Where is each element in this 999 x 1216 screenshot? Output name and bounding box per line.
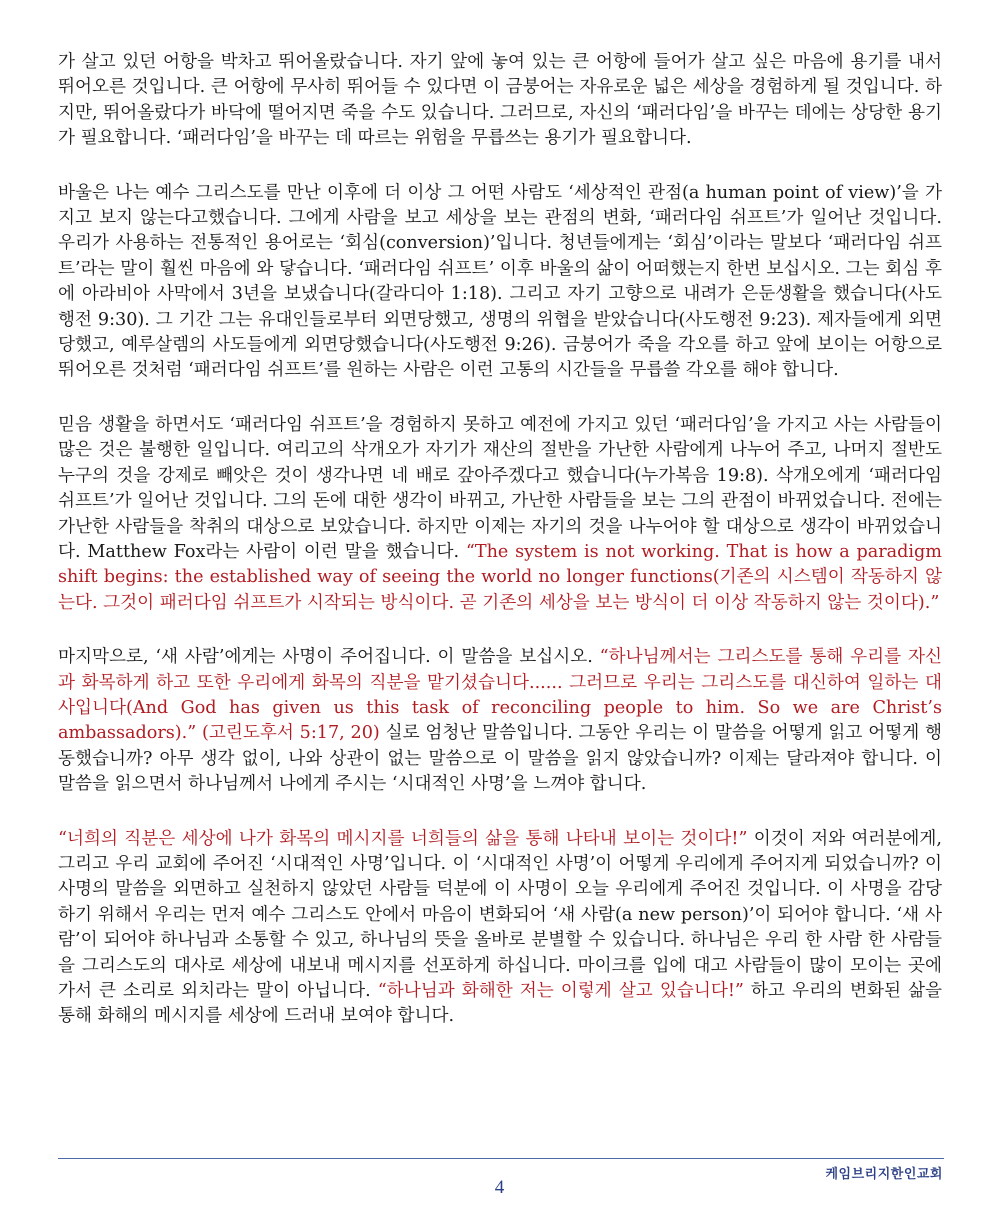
paragraph-5 (58, 827, 942, 1030)
paragraph-5-text: 이것이 저와 여러분에게, 그리고 우리 교회에 주어진 ‘시대적인 사명’입니다. 이 ‘시대적인 사명’이 어떻게 우리에게 주어지게 되었습니까? 이 사명의 말씀을 외면하고 실천하지 않았던 사람들 덕분에 이 사명이 오늘 우리에게 주어진 것입니다. 이 사명을 감당하기 위해서 우리는 먼저 예수 그리스도 안에서 마음이 변화되어 ‘새 사람(a new person)’이 되어야 합니다. ‘새 사람’이 되어야 하나님과 소통할 수 있고, 하나님의 뜻을 올바로 분별할 수 있습니다. 하나님은 우리 한 사람 한 사람들을 그리스도의 대사로 세상에 내보내 메시지를 선포하게 하십니다. 마이크를 입에 대고 사람들이 많이 모이는 곳에 가서 큰 소리로 외치라는 말이 아닙니다. (58, 828, 943, 1001)
paragraph-5-ending: 하고 우리의 변화된 삶을 통해 화해의 메시지를 세상에 드러내 보여야 합니다. (58, 981, 942, 1027)
paragraph-2-text: 바울은 나는 예수 그리스도를 만난 이후에 더 이상 그 어떤 사람도 ‘세상적인 관점(a human point of view)’을 가지고 보지 않는다고했습니다. 그에게 사람을 보고 세상을 보는 관점의 변화, ‘패러다임 쉬프트’가 일어난 것입니다. 우리가 사용하는 전통적인 용어로는 ‘회심(conversion)’입니다. 청년들에게는 ‘회심’이라는 말보다 ‘패러다임 쉬프트’라는 말이 훨씬 마음에 와 닿습니다. ‘패러다임 쉬프트’ 이후 바울의 삶이 어떠했는지 한번 보십시오. 그는 회심 후에 아라비아 사막에서 3년을 보냈습니다(갈라디아 1:18). 그리고 자기 고향으로 내려가 은둔생활을 했습니다(사도행전 9:30). 그 기간 그는 유대인들로부터 외면당했고, 생명의 위협을 받았습니다(사도행전 9:23). 제자들에게 외면당했고, 예루살렘의 사도들에게 외면당했습니다(사도행전 9:26). 금붕어가 죽을 각오를 하고 앞에 보이는 어항으로 뛰어오른 것처럼 ‘패러다임 쉬프트’를 원하는 사람은 이런 고통의 시간들을 무릅쓸 각오를 해야 합니다. (58, 182, 942, 381)
church-name: 케임브리지한인교회 (825, 1167, 943, 1182)
paragraph-1 (58, 50, 942, 152)
corinthians-quote: “하나님께서는 그리스도를 통해 우리를 자신과 화목하게 하고 또한 우리에게 화목의 직분을 맡기셨습니다...... 그러므로 우리는 그리스도를 대신하여 일하는 대사입니다(And God has given us this task of reconciling people to him. So we are Christ’s ambassadors).” (고린도후서 5:17, 20) (58, 647, 942, 744)
paragraph-2 (58, 181, 942, 384)
paragraph-4-intro: 마지막으로, ‘새 사람’에게는 사명이 주어집니다. 이 말씀을 보십시오. (58, 647, 600, 668)
paragraph-4 (58, 645, 942, 797)
mission-quote: “너희의 직분은 세상에 나가 화목의 메시지를 너희들의 삶을 통해 나타내 보이는 것이다!” (58, 828, 748, 849)
paragraph-3-text: 믿음 생활을 하면서도 ‘패러다임 쉬프트’을 경험하지 못하고 예전에 가지고 있던 ‘패러다임’을 가지고 사는 사람들이 많은 것은 불행한 일입니다. 여리고의 삭개오가 자기가 재산의 절반을 가난한 사람에게 나누어 주고, 나머지 절반도 누구의 것을 강제로 빼앗은 것이 생각나면 네 배로 갚아주겠다고 했습니다(누가복음 19:8). 삭개오에게 ‘패러다임 쉬프트’가 일어난 것입니다. 그의 돈에 대한 생각이 바뀌고, 가난한 사람들을 보는 그의 관점이 바뀌었습니다. 전에는 가난한 사람들을 착취의 대상으로 보았습니다. 하지만 이제는 자기의 것을 나누어야 할 대상으로 생각이 바뀌었습니다. Matthew Fox라는 사람이 이런 말을 했습니다. (58, 414, 943, 562)
page-number: 4 (494, 1177, 505, 1198)
paragraph-4-text: 실로 엄청난 말씀입니다. 그동안 우리는 이 말씀을 어떻게 읽고 어떻게 행동했습니까? 아무 생각 없이, 나와 상관이 없는 말씀으로 이 말씀을 읽지 않았습니까? 이제는 달라져야 합니다. 이 말씀을 읽으면서 하나님께서 나에게 주시는 ‘시대적인 사명’을 느껴야 합니다. (58, 723, 942, 795)
reconciled-quote: “하나님과 화해한 저는 이렇게 살고 있습니다!” (377, 981, 744, 1001)
paragraph-3 (58, 413, 942, 616)
document-body (58, 50, 942, 1059)
matthew-fox-quote: “The system is not working. That is how a paradigm shift begins: the established way of seeing the world no longer functions(기존의 시스템이 작동하지 않는다. 그것이 패러다임 쉬프트가 시작되는 방식이다. 곧 기존의 세상을 보는 방식이 더 이상 작동하지 않는 것이다).” (58, 541, 942, 613)
paragraph-1-text: 가 살고 있던 어항을 박차고 뛰어올랐습니다. 자기 앞에 놓여 있는 큰 어항에 들어가 살고 싶은 마음에 용기를 내서 뛰어오른 것입니다. 큰 어항에 무사히 뛰어들 수 있다면 이 금붕어는 자유로운 넓은 세상을 경험하게 될 것입니다. 하지만, 뛰어올랐다가 바닥에 떨어지면 죽을 수도 있습니다. 그러므로, 자신의 ‘패러다임’을 바꾸는 데에는 상당한 용기가 필요합니다. ‘패러다임’을 바꾸는 데 따르는 위험을 무릅쓰는 용기가 필요합니다. (58, 52, 942, 149)
footer-divider (58, 1158, 944, 1159)
